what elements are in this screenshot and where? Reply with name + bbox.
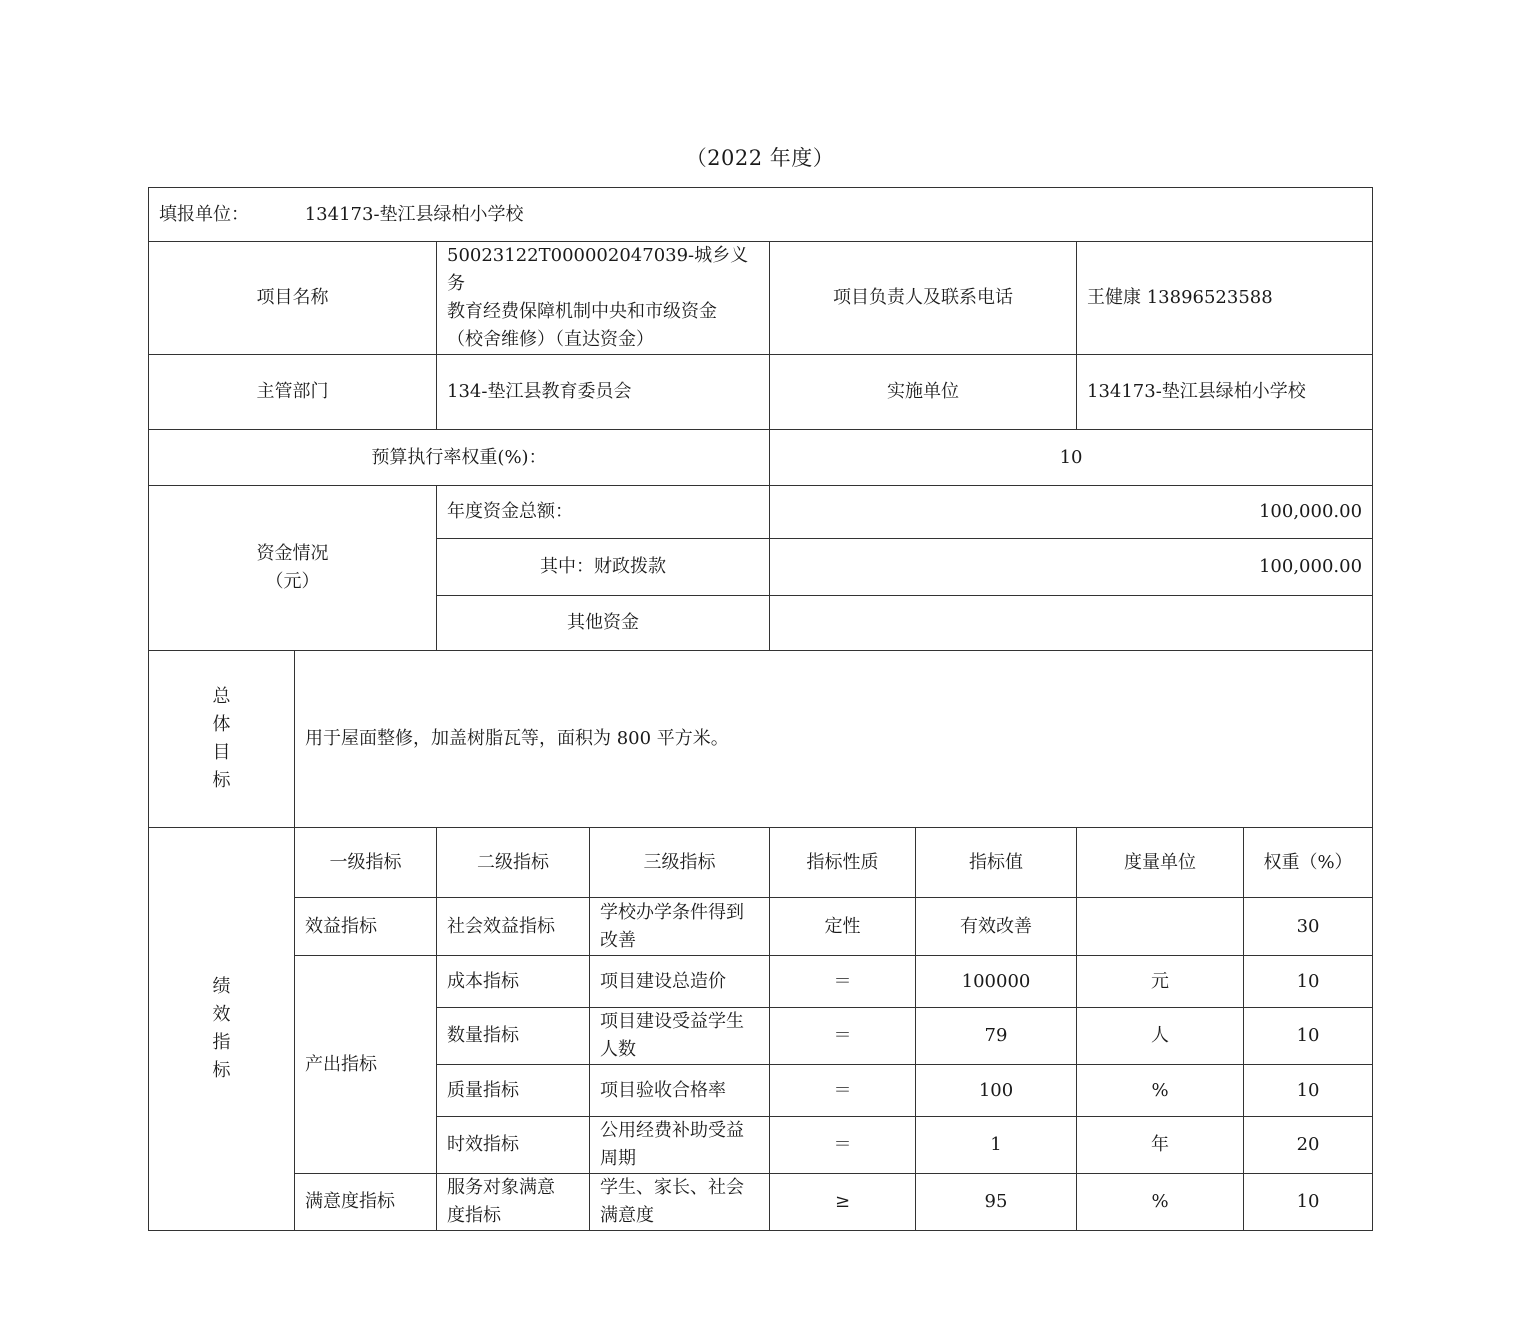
goal-label-char: 总 xyxy=(212,686,231,707)
level3-line: 项目建设总造价 xyxy=(600,970,726,992)
nature-cell: ≥ xyxy=(770,1174,916,1231)
funds-label xyxy=(149,486,437,651)
goal-row xyxy=(149,651,1373,828)
funds-fiscal-value: 100,000.00 xyxy=(770,539,1373,596)
level3-cell xyxy=(590,898,770,956)
funds-label-line: 资金情况 xyxy=(256,543,329,564)
header-value: 指标值 xyxy=(916,828,1077,898)
level3-cell xyxy=(590,1174,770,1231)
table-row xyxy=(149,898,1373,956)
funds-total-value: 100,000.00 xyxy=(770,486,1373,539)
value-cell: 100000 xyxy=(916,956,1077,1008)
year-title: （2022 年度） xyxy=(685,146,835,170)
level3-line: 学生、家长、社会 xyxy=(600,1177,744,1198)
value-cell: 100 xyxy=(916,1065,1077,1117)
perf-header-row xyxy=(149,828,1373,898)
funds-label-line: （元） xyxy=(265,571,320,592)
perf-label-char: 绩 xyxy=(212,976,231,997)
contact-label: 项目负责人及联系电话 xyxy=(770,242,1077,355)
level1-cell: 产出指标 xyxy=(295,956,437,1174)
level3-line: 满意度 xyxy=(600,1205,654,1226)
goal-label-char: 标 xyxy=(212,770,231,791)
nature-cell: ＝ xyxy=(770,1117,916,1174)
budget-row xyxy=(149,430,1373,486)
header-level3: 三级指标 xyxy=(590,828,770,898)
dept-row xyxy=(149,355,1373,430)
level3-line: 改善 xyxy=(600,929,636,951)
header-unit: 度量单位 xyxy=(1077,828,1244,898)
dept-label: 主管部门 xyxy=(149,355,437,430)
project-name-line: （校舍维修）（直达资金） xyxy=(447,329,654,350)
project-name-value xyxy=(437,242,770,355)
unit-cell: 年 xyxy=(1077,1117,1244,1174)
value-cell: 79 xyxy=(916,1008,1077,1065)
unit-cell xyxy=(149,188,1373,242)
level2-cell: 质量指标 xyxy=(437,1065,590,1117)
weight-cell: 20 xyxy=(1244,1117,1373,1174)
project-name-line: 50023122T000002047039-城乡义务 xyxy=(447,245,749,294)
project-name-label: 项目名称 xyxy=(149,242,437,355)
weight-cell: 10 xyxy=(1244,1065,1373,1117)
level2-line: 度指标 xyxy=(447,1205,501,1226)
unit-cell xyxy=(1077,898,1244,956)
goal-label xyxy=(149,651,295,828)
level3-line: 公用经费补助受益 xyxy=(600,1120,744,1141)
level3-cell xyxy=(590,1117,770,1174)
project-name-line: 教育经费保障机制中央和市级资金 xyxy=(447,301,717,322)
weight-cell: 30 xyxy=(1244,898,1373,956)
level1-cell: 满意度指标 xyxy=(295,1174,437,1231)
level2-cell: 社会效益指标 xyxy=(437,898,590,956)
level3-line: 学校办学条件得到 xyxy=(600,901,744,923)
weight-cell: 10 xyxy=(1244,1174,1373,1231)
unit-cell: % xyxy=(1077,1174,1244,1231)
level3-cell xyxy=(590,1008,770,1065)
performance-goal-table xyxy=(148,187,1373,1231)
dept-value: 134-垫江县教育委员会 xyxy=(437,355,770,430)
table-row xyxy=(149,956,1373,1008)
unit-row xyxy=(149,188,1373,242)
goal-text: 用于屋面整修，加盖树脂瓦等，面积为 800 平方米。 xyxy=(295,651,1373,828)
header-level2: 二级指标 xyxy=(437,828,590,898)
level3-line: 周期 xyxy=(600,1148,636,1169)
level1-cell: 效益指标 xyxy=(295,898,437,956)
funds-total-row xyxy=(149,486,1373,539)
unit-cell: 元 xyxy=(1077,956,1244,1008)
header-weight: 权重（%） xyxy=(1244,828,1373,898)
value-cell: 1 xyxy=(916,1117,1077,1174)
goal-label-char: 目 xyxy=(212,742,231,763)
budget-rate-label: 预算执行率权重(%)： xyxy=(149,430,770,486)
unit-cell: 人 xyxy=(1077,1008,1244,1065)
level2-cell: 数量指标 xyxy=(437,1008,590,1065)
header-level1: 一级指标 xyxy=(295,828,437,898)
table-row xyxy=(149,1174,1373,1231)
nature-cell: ＝ xyxy=(770,1008,916,1065)
nature-cell: ＝ xyxy=(770,956,916,1008)
level3-cell xyxy=(590,956,770,1008)
perf-label-char: 效 xyxy=(212,1004,231,1025)
funds-other-value xyxy=(770,596,1373,651)
perf-label-char: 标 xyxy=(212,1060,231,1081)
level2-line: 服务对象满意 xyxy=(447,1177,555,1198)
weight-cell: 10 xyxy=(1244,956,1373,1008)
weight-cell: 10 xyxy=(1244,1008,1373,1065)
header-nature: 指标性质 xyxy=(770,828,916,898)
level3-cell xyxy=(590,1065,770,1117)
impl-unit-label: 实施单位 xyxy=(770,355,1077,430)
funds-other-label: 其他资金 xyxy=(437,596,770,651)
unit-cell: % xyxy=(1077,1065,1244,1117)
level3-line: 项目建设受益学生 xyxy=(600,1011,744,1032)
level3-line: 项目验收合格率 xyxy=(600,1079,726,1101)
level2-cell xyxy=(437,1174,590,1231)
funds-fiscal-label: 其中：财政拨款 xyxy=(437,539,770,596)
contact-value: 王健康 13896523588 xyxy=(1077,242,1373,355)
goal-label-char: 体 xyxy=(212,714,231,735)
level3-line: 人数 xyxy=(600,1039,636,1060)
perf-label xyxy=(149,828,295,1231)
impl-unit-value: 134173-垫江县绿柏小学校 xyxy=(1077,355,1373,430)
budget-rate-value: 10 xyxy=(770,430,1373,486)
level2-cell: 时效指标 xyxy=(437,1117,590,1174)
level2-cell: 成本指标 xyxy=(437,956,590,1008)
unit-label: 填报单位： xyxy=(159,203,249,225)
funds-total-label: 年度资金总额： xyxy=(437,486,770,539)
project-row xyxy=(149,242,1373,355)
unit-value: 134173-垫江县绿柏小学校 xyxy=(304,203,524,225)
nature-cell: ＝ xyxy=(770,1065,916,1117)
perf-label-char: 指 xyxy=(212,1032,231,1053)
nature-cell: 定性 xyxy=(770,898,916,956)
value-cell: 有效改善 xyxy=(916,898,1077,956)
value-cell: 95 xyxy=(916,1174,1077,1231)
